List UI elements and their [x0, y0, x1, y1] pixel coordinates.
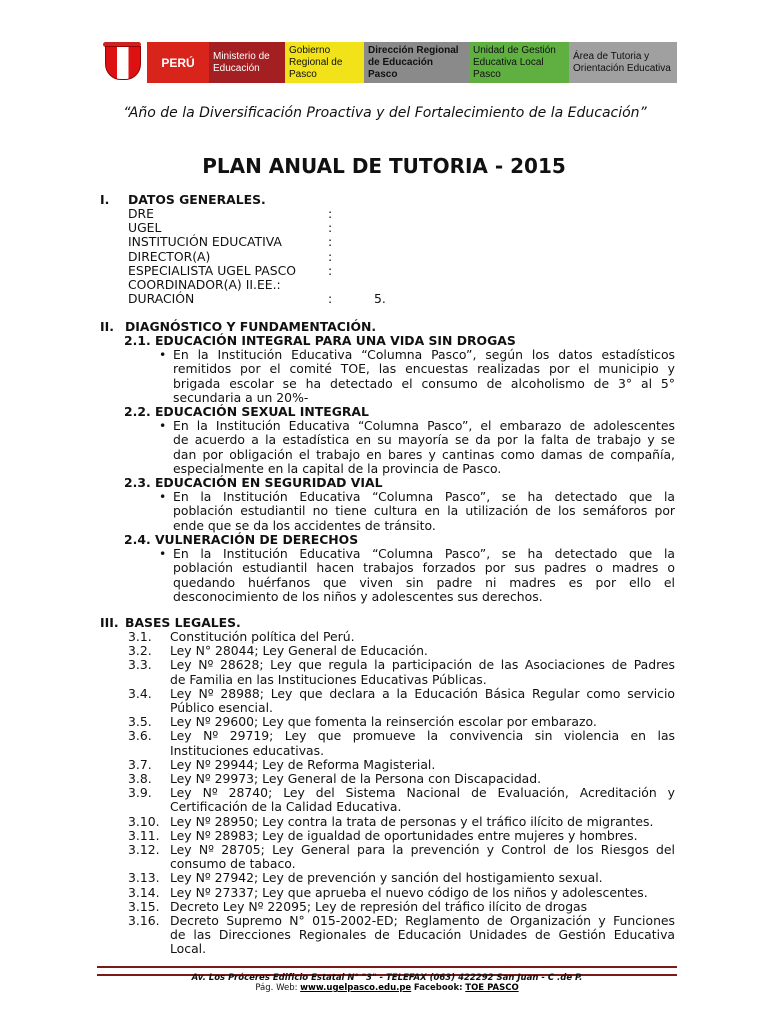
law-text-line: Público esencial. — [170, 700, 273, 715]
field-label: COORDINADOR(A) II.EE.: — [128, 277, 281, 292]
subsection-heading: 2.3. EDUCACIÓN EN SEGURIDAD VIAL — [124, 475, 383, 490]
law-text-line: Constitución política del Perú. — [170, 629, 355, 644]
field-separator: : — [328, 291, 333, 307]
law-text-line: Ley Nº 28705; Ley General para la prevención y Control de los Riesgos del — [170, 842, 675, 857]
paragraph-line: ende que se da los accidentes de tránsito. — [173, 517, 436, 533]
bullet-icon: • — [159, 489, 167, 505]
field-label: UGEL — [128, 220, 162, 236]
paragraph-line: remitidos por el comité TOE, las encuestas realizadas por el municipio y — [173, 361, 675, 377]
paragraph-line: brigada escolar se ha detectado el consumo de alcoholismo de 3° al 5° — [173, 375, 675, 391]
website-link[interactable]: www.ugelpasco.edu.pe — [300, 983, 412, 993]
law-number: 3.10. — [128, 813, 160, 829]
law-text-line: Ley Nº 28628; Ley que regula la participación de las Asociaciones de Padres — [170, 657, 675, 673]
law-number: 3.8. — [128, 771, 152, 786]
header-banner — [97, 42, 677, 83]
law-number: 3.13. — [128, 870, 160, 886]
subsection-heading: 2.2. EDUCACIÓN SEXUAL INTEGRAL — [124, 404, 369, 419]
law-text-line: de Familia en las Instituciones Educativas Públicas. — [170, 671, 487, 687]
law-number: 3.6. — [128, 728, 152, 744]
field-value: 5. — [374, 291, 386, 307]
facebook-label: Facebook: — [413, 983, 463, 993]
section-number: II. — [100, 319, 114, 334]
field-separator: : — [328, 248, 333, 264]
law-text-line: Ley Nº 28740; Ley del Sistema Nacional de Evaluación, Acreditación y — [170, 785, 675, 801]
facebook-link[interactable]: TOE PASCO — [465, 983, 519, 993]
section-number: I. — [100, 192, 110, 207]
subsection-heading: 2.4. VULNERACIÓN DE DERECHOS — [124, 532, 359, 547]
law-text-line: Certificación de la Calidad Educativa. — [170, 799, 402, 815]
paragraph-line: secundaria a un 20%- — [173, 389, 309, 405]
law-text-line: Local. — [170, 941, 207, 957]
paragraph-line: En la Institución Educativa “Columna Pasco”, el embarazo de adolescentes — [173, 418, 675, 434]
paragraph-line: En la Institución Educativa “Columna Pasco”, según los datos estadísticos — [173, 347, 675, 363]
ugel-segment: Unidad de Gestión Educativa Local Pasco — [469, 42, 569, 83]
law-number: 3.9. — [128, 785, 152, 801]
bullet-icon: • — [159, 418, 167, 434]
law-text-line: Ley Nº 28988; Ley que declara a la Educación Básica Regular como servicio — [170, 685, 675, 701]
gobierno-regional-segment: Gobierno Regional de Pasco — [285, 42, 364, 83]
field-separator: : — [328, 234, 333, 250]
field-label: DURACIÓN — [128, 291, 195, 307]
law-text-line: Ley Nº 28983; Ley de igualdad de oportunidades entre mujeres y hombres. — [170, 827, 638, 843]
law-text-line: Decreto Ley Nº 22095; Ley de represión del tráfico ilícito de drogas — [170, 898, 588, 914]
page-title: PLAN ANUAL DE TUTORIA - 2015 — [202, 154, 566, 178]
field-separator: : — [328, 206, 333, 221]
dre-segment: Dirección Regional de Educación Pasco — [364, 42, 469, 83]
minedu-segment: Ministerio de Educación — [209, 42, 285, 83]
paragraph-line: En la Institución Educativa “Columna Pasco”, se ha detectado que la — [173, 546, 675, 562]
paragraph-line: especialmente en la capital de la provincia de Pasco. — [173, 460, 502, 476]
law-number: 3.11. — [128, 827, 160, 843]
law-number: 3.5. — [128, 714, 152, 730]
law-text-line: Ley Nº 29600; Ley que fomenta la reinserción escolar por embarazo. — [170, 714, 597, 730]
field-label: DIRECTOR(A) — [128, 248, 211, 264]
law-number: 3.16. — [128, 913, 160, 928]
paragraph-line: En la Institución Educativa “Columna Pasco”, se ha detectado que la — [173, 489, 675, 505]
law-text-line: Ley Nº 27942; Ley de prevención y sanción del hostigamiento sexual. — [170, 870, 603, 886]
section-number: III. — [100, 615, 119, 630]
section-heading: DIAGNÓSTICO Y FUNDAMENTACIÓN. — [125, 319, 377, 334]
footer-address: Av. Los Próceres Edificio Estatal N° "3" - TELEFAX (063) 422292 San Juan - C .de P. — [191, 973, 583, 983]
paragraph-line: población estudiantil no tiene cultura en la utilización de los semáforos por — [173, 503, 675, 519]
law-text-line: Ley Nº 29719; Ley que promueve la convivencia sin violencia en las — [170, 728, 675, 744]
law-number: 3.2. — [128, 643, 152, 659]
paragraph-line: de acuerdo a la estadística en su mayoría se da por la falta de trabajo y se — [173, 432, 675, 448]
paragraph-line: desconocimiento de los niños y adolescentes sus derechos. — [173, 588, 543, 604]
footer-contact — [97, 983, 677, 993]
national-seal-logo — [97, 42, 147, 83]
law-text-line: Ley Nº 29973; Ley General de la Persona con Discapacidad. — [170, 771, 542, 786]
section-heading: BASES LEGALES. — [125, 615, 241, 630]
law-text-line: Ley N° 28044; Ley General de Educación. — [170, 643, 428, 659]
field-label: DRE — [128, 206, 154, 221]
year-motto: “Año de la Diversificación Proactiva y del Fortalecimiento de la Educación” — [123, 105, 647, 121]
law-number: 3.7. — [128, 756, 152, 772]
field-label: ESPECIALISTA UGEL PASCO — [128, 262, 296, 278]
law-number: 3.3. — [128, 657, 152, 673]
law-text-line: Ley Nº 27337; Ley que aprueba el nuevo código de los niños y adolescentes. — [170, 884, 648, 900]
law-text-line: de las Direcciones Regionales de Educación Unidades de Gestión Educativa — [170, 927, 675, 943]
seal-shield — [105, 46, 141, 80]
paragraph-line: quedando huérfanos que viven sin padre ni madres es por ello el — [173, 574, 675, 590]
law-number: 3.12. — [128, 842, 160, 857]
bullet-icon: • — [159, 546, 167, 562]
field-label: INSTITUCIÓN EDUCATIVA — [128, 234, 282, 250]
bullet-icon: • — [159, 347, 167, 363]
section-heading: DATOS GENERALES. — [128, 192, 266, 207]
law-text-line: Instituciones educativas. — [170, 742, 325, 758]
field-separator: : — [328, 220, 333, 236]
law-number: 3.1. — [128, 629, 152, 644]
paragraph-line: población estudiantil hacen trabajos forzados por sus padres o madres o — [173, 560, 675, 576]
web-label: Pág. Web: — [255, 983, 298, 993]
law-text-line: Decreto Supremo N° 015-2002-ED; Reglamento de Organización y Funciones — [170, 913, 675, 928]
field-separator: : — [328, 262, 333, 278]
tutoria-segment: Área de Tutoria y Orientación Educativa — [569, 42, 677, 83]
subsection-heading: 2.1. EDUCACIÓN INTEGRAL PARA UNA VIDA SIN DROGAS — [124, 333, 516, 348]
law-number: 3.14. — [128, 884, 160, 900]
law-number: 3.4. — [128, 685, 152, 701]
law-text-line: Ley Nº 29944; Ley de Reforma Magisterial. — [170, 756, 436, 772]
paragraph-line: dan por obligación el trabajo en bares y cantinas como damas de compañía, — [173, 446, 675, 462]
law-text-line: Ley Nº 28950; Ley contra la trata de personas y el tráfico ilícito de migrantes. — [170, 813, 654, 829]
law-text-line: consumo de tabaco. — [170, 856, 296, 872]
law-number: 3.15. — [128, 898, 160, 914]
peru-segment: PERÚ — [147, 42, 209, 83]
